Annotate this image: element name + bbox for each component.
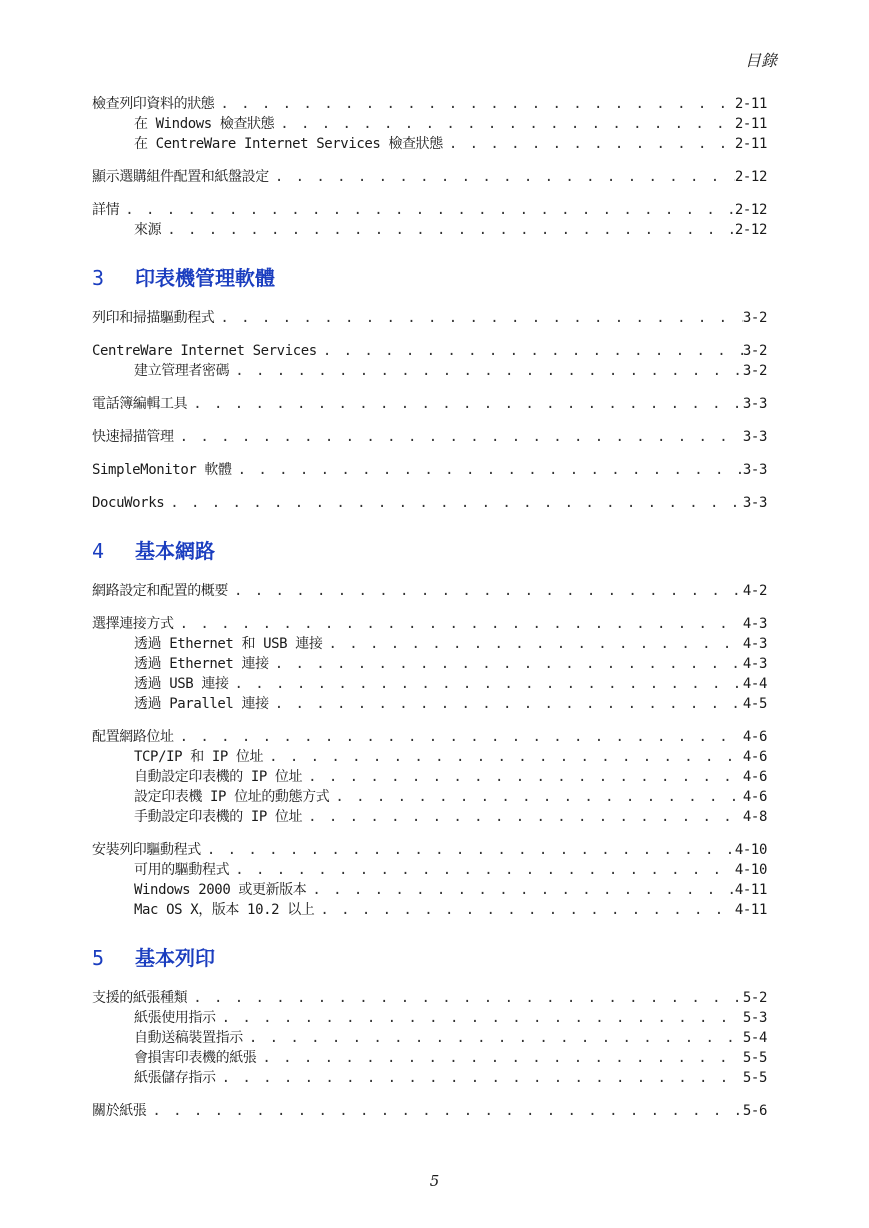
toc-group bbox=[92, 493, 767, 513]
toc-entry-page: 4-4 bbox=[742, 676, 767, 692]
toc-entry-page: 3-3 bbox=[742, 495, 767, 511]
toc-entry[interactable] bbox=[92, 1101, 767, 1121]
dot-leader bbox=[214, 308, 743, 328]
toc-entry-page: 4-10 bbox=[734, 862, 767, 878]
chapter-number: 5 bbox=[92, 946, 105, 970]
toc-group bbox=[92, 427, 767, 447]
toc-entry-page: 3-3 bbox=[742, 396, 767, 412]
dot-leader bbox=[302, 807, 743, 827]
dot-leader bbox=[306, 880, 735, 900]
toc-subentry[interactable] bbox=[92, 1008, 767, 1028]
dot-leader bbox=[146, 1101, 743, 1121]
toc-group bbox=[92, 1101, 767, 1121]
toc-subentry[interactable] bbox=[92, 1048, 767, 1068]
toc-entry-label: 檢查列印資料的狀態 bbox=[92, 96, 215, 112]
toc-subentry[interactable] bbox=[92, 767, 767, 787]
toc-entry-label: 手動設定印表機的 IP 位址 bbox=[134, 809, 303, 825]
toc-entry-label: 支援的紙張種類 bbox=[92, 990, 188, 1006]
toc-entry-label: 建立管理者密碼 bbox=[134, 363, 230, 379]
dot-leader bbox=[269, 167, 735, 187]
toc-entry[interactable] bbox=[92, 94, 767, 114]
dot-leader bbox=[228, 581, 743, 601]
toc-entry-page: 4-5 bbox=[742, 696, 767, 712]
toc-entry-page: 4-6 bbox=[742, 789, 767, 805]
toc-entry-label: Windows 2000 或更新版本 bbox=[134, 882, 307, 898]
chapter-number: 3 bbox=[92, 266, 105, 290]
toc-entry-label: 列印和掃描驅動程式 bbox=[92, 310, 215, 326]
dot-leader bbox=[229, 361, 743, 381]
toc-entry-page: 4-3 bbox=[742, 656, 767, 672]
dot-leader bbox=[269, 654, 743, 674]
toc-entry-label: 網路設定和配置的概要 bbox=[92, 583, 228, 599]
toc-entry[interactable] bbox=[92, 581, 767, 601]
dot-leader bbox=[174, 614, 743, 634]
toc-entry-page: 3-2 bbox=[742, 343, 767, 359]
toc-entry-page: 4-11 bbox=[734, 902, 767, 918]
dot-leader bbox=[214, 94, 734, 114]
dot-leader bbox=[187, 988, 743, 1008]
toc-entry-label: 在 CentreWare Internet Services 檢查狀態 bbox=[134, 136, 443, 152]
toc-subentry[interactable] bbox=[92, 880, 767, 900]
toc-subentry[interactable] bbox=[92, 654, 767, 674]
toc-entry-label: 顯示選購組件配置和紙盤設定 bbox=[92, 169, 269, 185]
toc-entry-label: 來源 bbox=[134, 222, 162, 238]
dot-leader bbox=[161, 220, 735, 240]
chapter-heading[interactable] bbox=[92, 944, 767, 972]
toc-subentry[interactable] bbox=[92, 747, 767, 767]
toc-entry-label: SimpleMonitor 軟體 bbox=[92, 462, 232, 478]
dot-leader bbox=[164, 493, 743, 513]
toc-entry-page: 2-11 bbox=[734, 96, 767, 112]
toc-group bbox=[92, 341, 767, 381]
dot-leader bbox=[317, 341, 743, 361]
toc-entry-label: 自動設定印表機的 IP 位址 bbox=[134, 769, 303, 785]
page-number: 5 bbox=[429, 1172, 440, 1190]
toc-group bbox=[92, 727, 767, 827]
toc-entry-page: 2-12 bbox=[734, 202, 767, 218]
toc-entry-page: 4-11 bbox=[734, 882, 767, 898]
dot-leader bbox=[274, 114, 735, 134]
dot-leader bbox=[229, 860, 735, 880]
toc-group bbox=[92, 94, 767, 154]
toc-subentry[interactable] bbox=[92, 134, 767, 154]
toc-group bbox=[92, 167, 767, 187]
dot-leader bbox=[232, 460, 743, 480]
toc-entry-page: 2-12 bbox=[734, 222, 767, 238]
chapter-heading[interactable] bbox=[92, 264, 767, 292]
chapter-heading[interactable] bbox=[92, 537, 767, 565]
toc-entry-page: 4-8 bbox=[742, 809, 767, 825]
chapter-number: 4 bbox=[92, 539, 105, 563]
toc-entry[interactable] bbox=[92, 394, 767, 414]
dot-leader bbox=[229, 674, 743, 694]
toc-group bbox=[92, 200, 767, 240]
dot-leader bbox=[269, 694, 743, 714]
toc-entry-page: 4-3 bbox=[742, 616, 767, 632]
dot-leader bbox=[174, 427, 743, 447]
toc-entry-label: TCP/IP 和 IP 位址 bbox=[134, 749, 264, 765]
dot-leader bbox=[243, 1028, 743, 1048]
dot-leader bbox=[314, 900, 734, 920]
dot-leader bbox=[443, 134, 735, 154]
toc-entry-label: 透過 Ethernet 和 USB 連接 bbox=[134, 636, 323, 652]
toc-subentry[interactable] bbox=[92, 674, 767, 694]
toc-entry-page: 4-2 bbox=[742, 583, 767, 599]
toc-entry-label: 詳情 bbox=[92, 202, 120, 218]
toc-subentry[interactable] bbox=[92, 900, 767, 920]
toc-entry-page: 5-2 bbox=[742, 990, 767, 1006]
dot-leader bbox=[187, 394, 743, 414]
toc-entry-label: 配置網路位址 bbox=[92, 729, 174, 745]
toc-entry-page: 4-6 bbox=[742, 729, 767, 745]
toc-entry-page: 5-5 bbox=[742, 1050, 767, 1066]
dot-leader bbox=[174, 727, 743, 747]
toc-entry-page: 2-12 bbox=[734, 169, 767, 185]
toc-entry[interactable] bbox=[92, 200, 767, 220]
toc-entry-label: 紙張儲存指示 bbox=[134, 1070, 216, 1086]
toc-entry-label: 自動送稿裝置指示 bbox=[134, 1030, 243, 1046]
toc-entry-label: 設定印表機 IP 位址的動態方式 bbox=[134, 789, 330, 805]
toc-entry[interactable] bbox=[92, 167, 767, 187]
toc-entry-page: 5-6 bbox=[742, 1103, 767, 1119]
dot-leader bbox=[256, 1048, 743, 1068]
running-header: 目錄 bbox=[744, 51, 777, 70]
toc-entry[interactable] bbox=[92, 308, 767, 328]
toc-entry-label: 可用的驅動程式 bbox=[134, 862, 230, 878]
toc-entry[interactable] bbox=[92, 840, 767, 860]
toc-entry-label: Mac OS X，版本 10.2 以上 bbox=[134, 902, 315, 918]
toc-entry-label: 關於紙張 bbox=[92, 1103, 147, 1119]
toc-entry-label: 會損害印表機的紙張 bbox=[134, 1050, 257, 1066]
toc-entry-page: 5-5 bbox=[742, 1070, 767, 1086]
dot-leader bbox=[201, 840, 735, 860]
toc-entry-page: 4-6 bbox=[742, 769, 767, 785]
toc-entry[interactable] bbox=[92, 427, 767, 447]
toc-entry-label: 紙張使用指示 bbox=[134, 1010, 216, 1026]
toc-entry-page: 3-2 bbox=[742, 363, 767, 379]
dot-leader bbox=[119, 200, 735, 220]
toc-group bbox=[92, 581, 767, 601]
chapter-title: 印表機管理軟體 bbox=[135, 266, 275, 290]
toc-entry-label: 透過 Ethernet 連接 bbox=[134, 656, 269, 672]
toc-entry-page: 4-3 bbox=[742, 636, 767, 652]
toc-entry-page: 5-4 bbox=[742, 1030, 767, 1046]
toc-subentry[interactable] bbox=[92, 1068, 767, 1088]
chapter-title: 基本網路 bbox=[135, 539, 215, 563]
toc-entry-page: 4-6 bbox=[742, 749, 767, 765]
dot-leader bbox=[216, 1008, 743, 1028]
toc-group bbox=[92, 460, 767, 480]
toc-entry[interactable] bbox=[92, 460, 767, 480]
toc-entry-page: 2-11 bbox=[734, 116, 767, 132]
toc-entry-page: 3-2 bbox=[742, 310, 767, 326]
toc-entry-label: CentreWare Internet Services bbox=[92, 343, 317, 359]
toc-entry[interactable] bbox=[92, 493, 767, 513]
chapter-title: 基本列印 bbox=[135, 946, 215, 970]
toc-entry-label: DocuWorks bbox=[92, 495, 165, 511]
dot-leader bbox=[322, 634, 742, 654]
toc-subentry[interactable] bbox=[92, 114, 767, 134]
toc-entry-label: 在 Windows 檢查狀態 bbox=[134, 116, 275, 132]
toc-subentry[interactable] bbox=[92, 1028, 767, 1048]
toc-entry[interactable] bbox=[92, 988, 767, 1008]
toc-group bbox=[92, 840, 767, 920]
toc-entry-label: 電話簿編輯工具 bbox=[92, 396, 188, 412]
dot-leader bbox=[329, 787, 743, 807]
dot-leader bbox=[216, 1068, 743, 1088]
toc-subentry[interactable] bbox=[92, 634, 767, 654]
toc-subentry[interactable] bbox=[92, 694, 767, 714]
toc-entry-page: 3-3 bbox=[742, 462, 767, 478]
toc-entry-page: 4-10 bbox=[734, 842, 767, 858]
toc-subentry[interactable] bbox=[92, 220, 767, 240]
toc-entry[interactable] bbox=[92, 341, 767, 361]
toc-group bbox=[92, 394, 767, 414]
toc-subentry[interactable] bbox=[92, 807, 767, 827]
toc-group bbox=[92, 308, 767, 328]
toc-entry-label: 快速掃描管理 bbox=[92, 429, 174, 445]
toc-entry-page: 5-3 bbox=[742, 1010, 767, 1026]
toc-entry[interactable] bbox=[92, 614, 767, 634]
toc-entry-page: 3-3 bbox=[742, 429, 767, 445]
toc-entry-label: 透過 USB 連接 bbox=[134, 676, 229, 692]
toc-group bbox=[92, 614, 767, 714]
toc-entry-label: 安裝列印驅動程式 bbox=[92, 842, 201, 858]
toc-subentry[interactable] bbox=[92, 361, 767, 381]
dot-leader bbox=[263, 747, 743, 767]
toc-group bbox=[92, 988, 767, 1088]
dot-leader bbox=[302, 767, 743, 787]
toc-subentry[interactable] bbox=[92, 787, 767, 807]
toc-entry-page: 2-11 bbox=[734, 136, 767, 152]
toc-subentry[interactable] bbox=[92, 860, 767, 880]
toc-entry[interactable] bbox=[92, 727, 767, 747]
toc-entry-label: 選擇連接方式 bbox=[92, 616, 174, 632]
toc-entry-label: 透過 Parallel 連接 bbox=[134, 696, 269, 712]
table-of-contents bbox=[92, 94, 767, 1134]
